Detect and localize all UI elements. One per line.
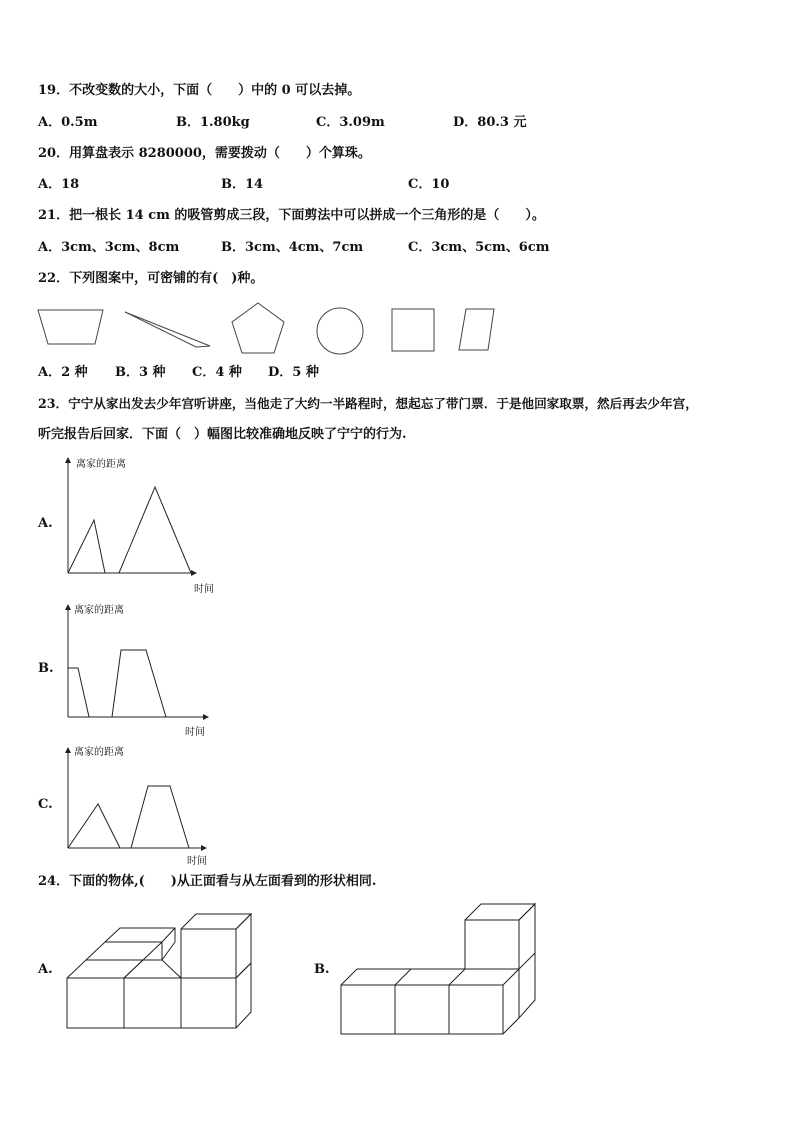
graph-b-xlabel: 时间 [185, 727, 205, 738]
q22-option-b[interactable]: B．3 种 [115, 365, 166, 380]
graph-b [68, 605, 208, 717]
graph-b-label[interactable]: B. [38, 661, 54, 676]
graph-c-xlabel: 时间 [187, 856, 207, 867]
q22-option-c[interactable]: C．4 种 [192, 365, 242, 380]
triangle-icon [125, 312, 210, 347]
graph-a-ylabel: 离家的距离 [76, 459, 126, 470]
graph-c-line [68, 786, 189, 848]
question-20-stem: 20．用算盘表示 8280000，需要拨动（ ）个算珠。 [38, 146, 371, 161]
graph-c-label[interactable]: C. [38, 797, 53, 812]
q22-option-a[interactable]: A．2 种 [38, 365, 88, 380]
graph-c-ylabel: 离家的距离 [74, 747, 124, 758]
graph-b-ylabel: 离家的距离 [74, 605, 124, 616]
graph-a-xlabel: 时间 [194, 584, 214, 595]
q21-option-c[interactable]: C．3cm、5cm、6cm [408, 240, 550, 255]
question-23-stem-line2: 听完报告后回家．下面（ ）幅图比较准确地反映了宁宁的行为. [38, 427, 407, 442]
question-21-stem: 21．把一根长 14 cm 的吸管剪成三段，下面剪法中可以拼成一个三角形的是（ ）。 [38, 208, 545, 223]
q20-option-c[interactable]: C．10 [408, 177, 450, 192]
question-22-stem: 22．下列图案中，可密铺的有( )种。 [38, 271, 264, 286]
graph-a [68, 458, 196, 573]
q22-option-d[interactable]: D．5 种 [268, 365, 319, 380]
question-19-stem: 19．不改变数的大小，下面（ ）中的 0 可以去掉。 [38, 83, 361, 98]
q24-option-b[interactable]: B. [314, 962, 330, 977]
object-b [341, 904, 535, 1034]
graph-b-line [68, 650, 166, 717]
q19-option-b[interactable]: B．1.80kg [176, 115, 250, 130]
circle-icon [317, 308, 363, 354]
parallelogram-icon [459, 309, 494, 350]
graph-a-line [68, 487, 191, 573]
pentagon-icon [232, 303, 284, 353]
q21-option-b[interactable]: B．3cm、4cm、7cm [221, 240, 364, 255]
trapezoid-icon [38, 310, 103, 344]
q20-option-b[interactable]: B．14 [221, 177, 264, 192]
q19-option-c[interactable]: C．3.09m [316, 115, 385, 130]
graph-a-label[interactable]: A. [38, 516, 53, 531]
q21-option-a[interactable]: A．3cm、3cm、8cm [38, 240, 180, 255]
q24-option-a[interactable]: A. [38, 962, 53, 977]
q20-option-a[interactable]: A．18 [38, 177, 80, 192]
question-23-stem-line1: 23．宁宁从家出发去少年宫听讲座，当他走了大约一半路程时，想起忘了带门票．于是他回家取票，然后再去少年宫， [38, 396, 698, 411]
q19-option-a[interactable]: A．0.5m [38, 115, 98, 130]
graph-c [68, 748, 206, 848]
object-a [67, 914, 251, 1028]
square-icon [392, 309, 434, 351]
question-24-stem: 24．下面的物体,( )从正面看与从左面看到的形状相同. [38, 874, 377, 889]
q19-option-d[interactable]: D．80.3 元 [453, 115, 527, 130]
